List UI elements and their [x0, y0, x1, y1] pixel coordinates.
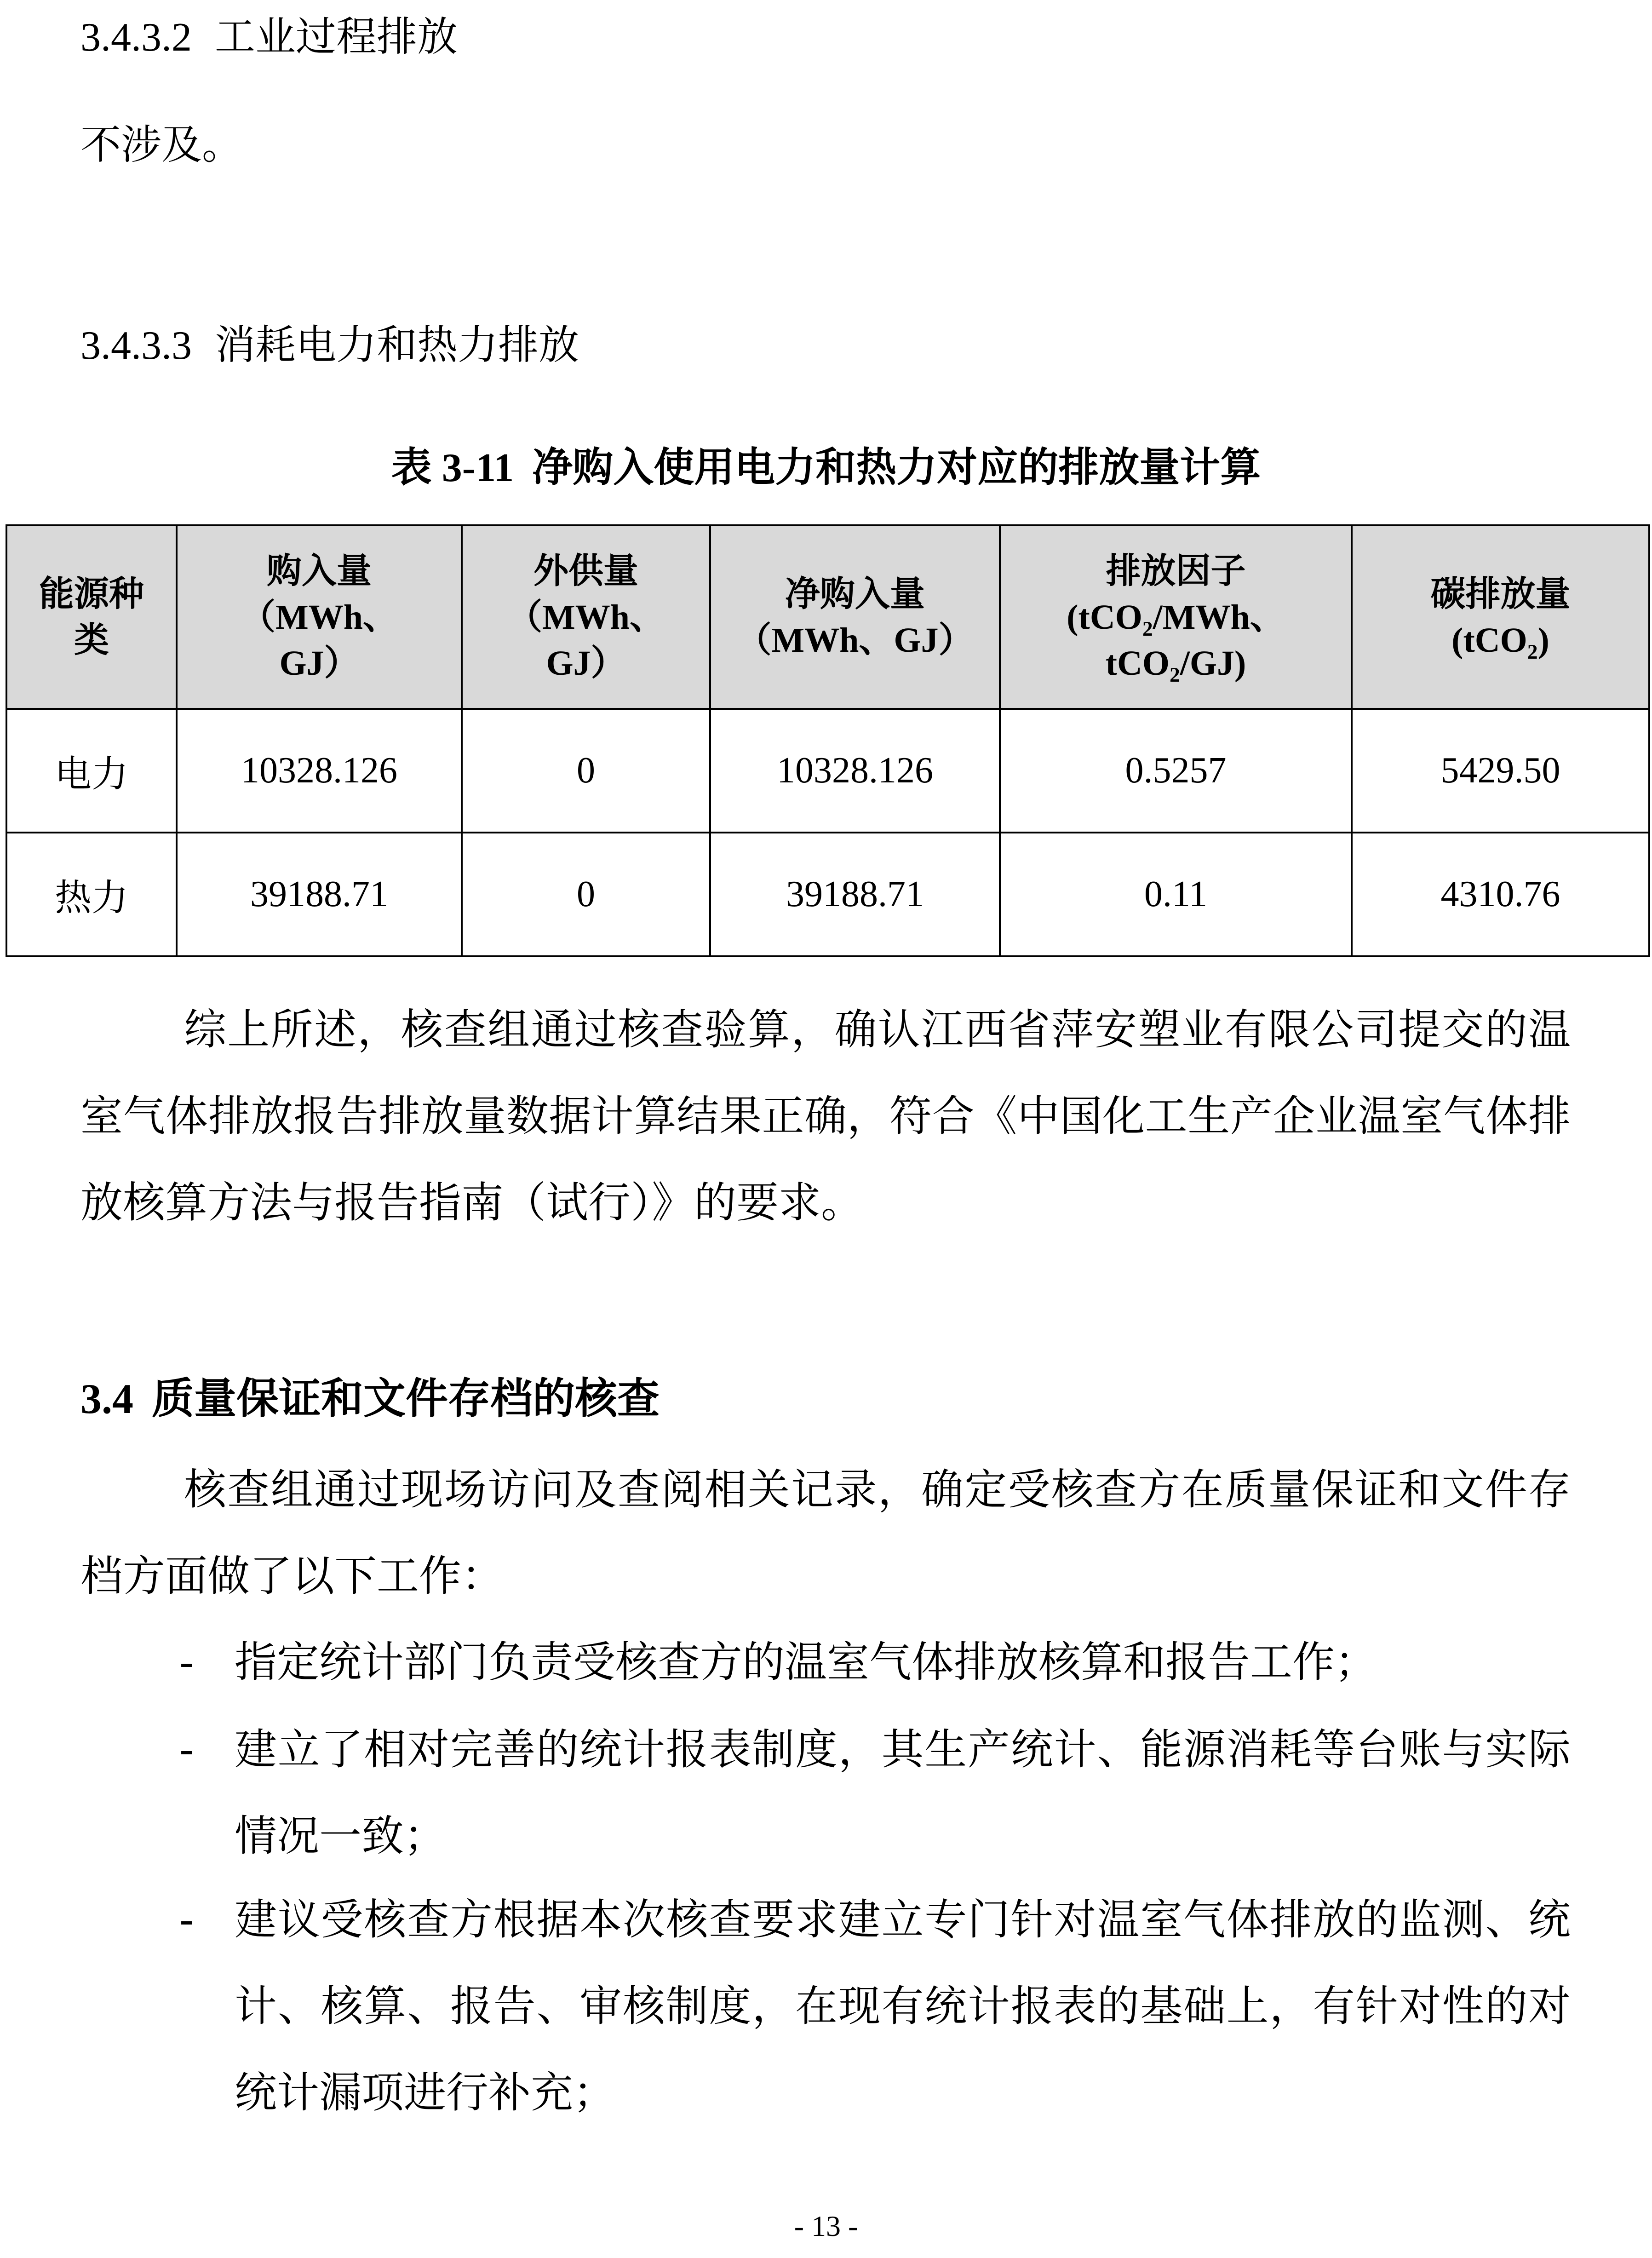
section-heading-3433 — [80, 317, 579, 373]
table-caption-number: 表 3-11 — [391, 446, 514, 490]
not-involved-text: 不涉及。 — [80, 121, 243, 168]
table-row — [6, 709, 1649, 833]
table-cell: 0.11 — [1000, 833, 1352, 956]
summary-paragraph: 综上所述，核查组通过核查验算，确认江西省萍安塑业有限公司提交的温室气体排放报告排放量数据计算结果正确，符合《中国化工生产企业温室气体排放核算方法与报告指南（试行）》的要求。 — [80, 1005, 1571, 1227]
header-net-purchased: 净购入量 （MWh、GJ） — [710, 525, 1000, 709]
header-emission-factor: 排放因子 (tCO₂/MWh、 tCO₂/GJ) — [1000, 525, 1352, 709]
table-cell: 0 — [462, 709, 710, 833]
table-cell: 39188.71 — [177, 833, 462, 956]
table-caption-title: 净购入使用电力和热力对应的排放量计算 — [532, 443, 1261, 491]
section-number: 3.4 — [80, 1375, 133, 1422]
header-purchased: 购入量 （MWh、 GJ） — [177, 525, 462, 709]
header-supplied-out: 外供量 （MWh、 GJ） — [462, 525, 710, 709]
bullet-text: 指定统计部门负责受核查方的温室气体排放核算和报告工作； — [235, 1637, 1377, 1687]
table-cell: 电力 — [6, 709, 177, 833]
bullet-marker: - — [179, 1725, 194, 1774]
emission-table — [6, 524, 1650, 957]
table-cell: 10328.126 — [710, 709, 1000, 833]
table-header-row — [6, 525, 1649, 709]
table-caption — [0, 439, 1652, 496]
header-energy-type: 能源种 类 — [6, 525, 177, 709]
table-cell: 0 — [462, 833, 710, 956]
table-cell: 10328.126 — [177, 709, 462, 833]
intro-paragraph: 核查组通过现场访问及查阅相关记录，确定受核查方在质量保证和文件存档方面做了以下工作： — [80, 1465, 1571, 1601]
section-number: 3.4.3.3 — [80, 323, 192, 368]
table-cell: 5429.50 — [1352, 709, 1649, 833]
table-cell: 39188.71 — [710, 833, 1000, 956]
table-cell: 0.5257 — [1000, 709, 1352, 833]
table-row — [6, 833, 1649, 956]
table-cell: 热力 — [6, 833, 177, 956]
section-heading-34 — [80, 1371, 660, 1426]
section-title: 质量保证和文件存档的核查 — [152, 1373, 660, 1423]
section-title: 工业过程排放 — [215, 13, 458, 60]
header-carbon-emission: 碳排放量 (tCO₂) — [1352, 525, 1649, 709]
section-title: 消耗电力和热力排放 — [215, 321, 579, 368]
page-number: - 13 - — [794, 2210, 858, 2242]
table-cell: 4310.76 — [1352, 833, 1649, 956]
bullet-text: 建议受核查方根据本次核查要求建立专门针对温室气体排放的监测、统计、核算、报告、审核制度，在现有统计报表的基础上，有针对性的对统计漏项进行补充； — [235, 1895, 1571, 2117]
bullet-marker: - — [179, 1895, 194, 1944]
bullet-text: 建立了相对完善的统计报表制度，其生产统计、能源消耗等台账与实际情况一致； — [235, 1725, 1571, 1861]
section-heading-3432 — [80, 9, 458, 65]
bullet-marker: - — [179, 1637, 194, 1687]
section-number: 3.4.3.2 — [80, 15, 192, 60]
